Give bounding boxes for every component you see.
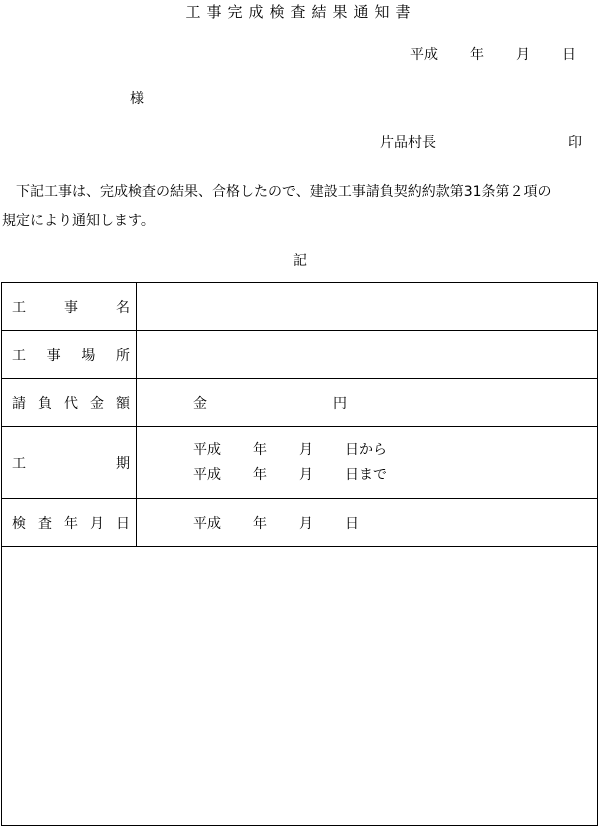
period-from-era: 平成 <box>193 441 221 458</box>
ki-heading: 記 <box>293 253 307 269</box>
label-construction-site <box>2 331 137 379</box>
label-char: 事 <box>64 299 78 316</box>
period-from-year: 年 <box>253 441 267 458</box>
value-contract-amount[interactable] <box>137 379 598 427</box>
inspection-year: 年 <box>253 515 267 532</box>
inspection-day: 日 <box>345 515 359 532</box>
label-construction-name <box>2 283 137 331</box>
amount-suffix: 円 <box>333 395 347 412</box>
row-construction-site <box>2 331 598 379</box>
details-table <box>1 282 598 826</box>
value-period[interactable] <box>137 427 598 499</box>
inspection-month: 月 <box>299 515 313 532</box>
row-remarks-blank <box>2 547 598 826</box>
body-line-1: 下記工事は、完成検査の結果、合格したので、建設工事請負契約約款第31条第２項の <box>16 184 552 200</box>
label-char: 事 <box>46 347 61 364</box>
period-to-month: 月 <box>299 466 313 483</box>
label-char: 所 <box>115 347 130 364</box>
row-construction-name <box>2 283 598 331</box>
row-period <box>2 427 598 499</box>
label-char: 年 <box>64 515 78 532</box>
label-char: 工 <box>12 455 26 472</box>
label-char: 日 <box>116 515 130 532</box>
row-inspection-date <box>2 499 598 547</box>
label-inspection-date <box>2 499 137 547</box>
date-month: 月 <box>516 47 530 63</box>
label-char: 月 <box>90 515 104 532</box>
date-day: 日 <box>562 47 576 63</box>
notice-date <box>410 44 576 64</box>
label-char: 査 <box>38 515 52 532</box>
label-char: 名 <box>116 299 130 316</box>
label-char: 負 <box>38 395 52 412</box>
label-period <box>2 427 137 499</box>
period-to-day: 日まで <box>345 466 387 483</box>
row-contract-amount <box>2 379 598 427</box>
recipient-suffix: 様 <box>130 91 144 107</box>
value-construction-name[interactable] <box>137 283 598 331</box>
seal-mark: 印 <box>568 135 582 151</box>
label-contract-amount <box>2 379 137 427</box>
body-text <box>2 178 612 236</box>
amount-prefix: 金 <box>193 395 207 412</box>
label-char: 場 <box>81 347 96 364</box>
label-char: 請 <box>12 395 26 412</box>
label-char: 金 <box>90 395 104 412</box>
period-to <box>193 463 597 488</box>
period-from-day: 日から <box>345 441 387 458</box>
date-year: 年 <box>470 47 484 63</box>
period-from-month: 月 <box>299 441 313 458</box>
label-char: 検 <box>12 515 26 532</box>
period-from <box>193 438 597 463</box>
label-char: 代 <box>64 395 78 412</box>
remarks-blank-area[interactable] <box>2 547 598 826</box>
label-char: 工 <box>12 347 26 364</box>
body-line-2: 規定により通知します。 <box>2 213 155 229</box>
period-to-year: 年 <box>253 466 267 483</box>
inspection-era: 平成 <box>193 515 221 532</box>
value-construction-site[interactable] <box>137 331 598 379</box>
label-char: 額 <box>116 395 130 412</box>
value-inspection-date[interactable] <box>137 499 598 547</box>
date-era: 平成 <box>410 47 438 63</box>
period-to-era: 平成 <box>193 466 221 483</box>
document-title: 工事完成検査結果通知書 <box>185 3 417 21</box>
label-char: 期 <box>116 455 130 472</box>
label-char: 工 <box>12 299 26 316</box>
sender-name: 片品村長 <box>380 135 436 151</box>
